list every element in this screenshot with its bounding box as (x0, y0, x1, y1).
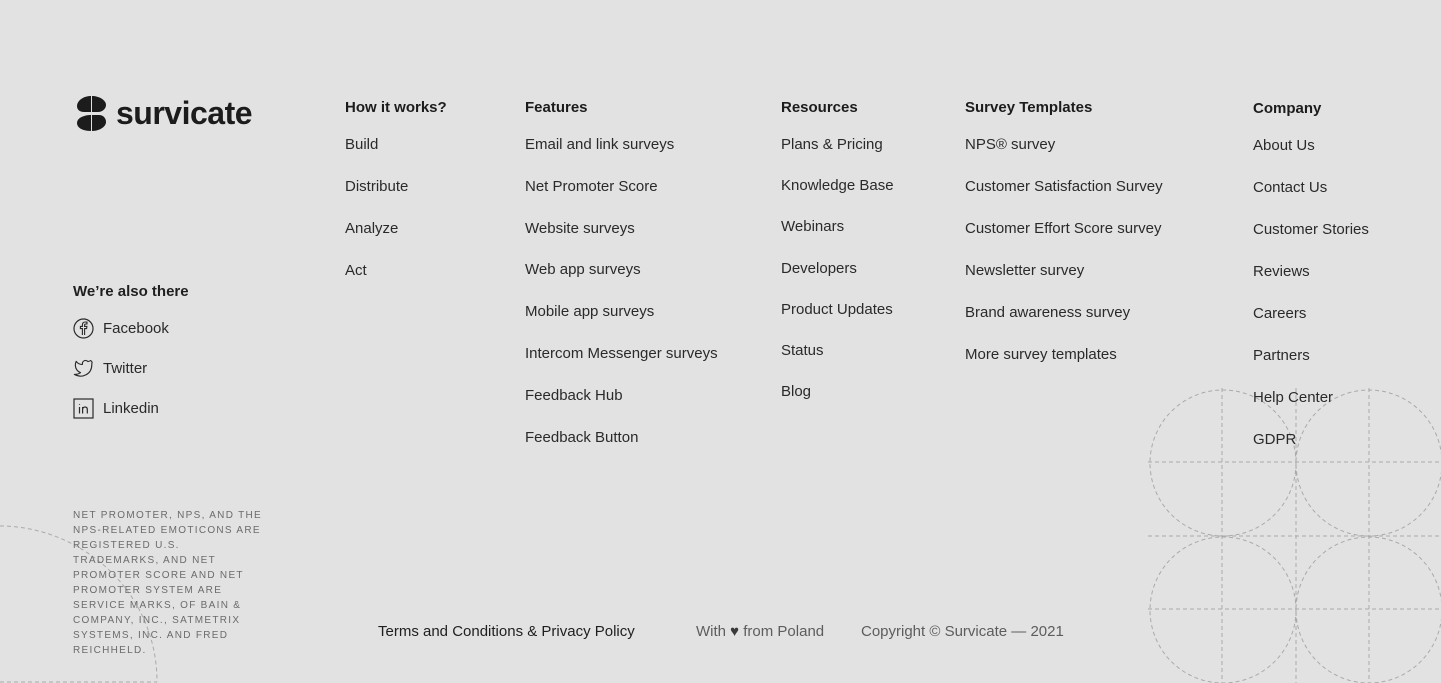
brand-name: survicate (116, 95, 253, 131)
social-label: Twitter (103, 359, 148, 377)
link-developers[interactable]: Developers (781, 259, 857, 277)
column-heading: Survey Templates (965, 99, 1093, 116)
social-label: Linkedin (103, 399, 159, 417)
social-heading: We’re also there (73, 283, 189, 300)
nav-column-resources (781, 99, 894, 424)
made-suffix: from Poland (743, 623, 825, 640)
link-status[interactable]: Status (781, 341, 824, 359)
terms-privacy-link[interactable]: Terms and Conditions & Privacy Policy (378, 623, 635, 640)
social-label: Facebook (103, 319, 169, 337)
link-web-app-surveys[interactable]: Web app surveys (525, 261, 641, 279)
link-more-templates[interactable]: More survey templates (965, 346, 1117, 363)
heart-icon: ♥ (730, 623, 740, 640)
nav-column-how-it-works (345, 99, 447, 304)
link-webinars[interactable]: Webinars (781, 218, 845, 236)
facebook-icon (73, 318, 94, 339)
nav-column-survey-templates (965, 99, 1163, 388)
link-email-surveys[interactable]: Email and link surveys (525, 136, 675, 153)
column-heading: Company (1253, 100, 1322, 117)
link-ces-survey[interactable]: Customer Effort Score survey (965, 220, 1162, 237)
link-help-center[interactable]: Help Center (1253, 389, 1334, 406)
link-brand-awareness-survey[interactable]: Brand awareness survey (965, 304, 1131, 321)
link-careers[interactable]: Careers (1253, 305, 1307, 322)
link-mobile-app-surveys[interactable]: Mobile app surveys (525, 303, 655, 321)
social-facebook-link[interactable] (73, 317, 189, 339)
link-about-us[interactable]: About Us (1253, 137, 1315, 154)
social-linkedin-link[interactable] (73, 397, 189, 419)
social-twitter-link[interactable] (73, 357, 189, 379)
copyright: Copyright © Survicate — 2021 (861, 623, 1064, 640)
nav-column-features (525, 99, 718, 470)
link-nps-survey[interactable]: NPS® survey (965, 136, 1056, 153)
link-net-promoter-score[interactable]: Net Promoter Score (525, 177, 658, 195)
linkedin-icon (73, 398, 94, 419)
link-customer-stories[interactable]: Customer Stories (1253, 221, 1369, 238)
link-newsletter-survey[interactable]: Newsletter survey (965, 262, 1085, 279)
link-act[interactable]: Act (345, 262, 367, 279)
column-heading: Resources (781, 99, 858, 116)
trademark-disclaimer: NET PROMOTER, NPS, AND THE NPS-RELATED EMOTICONS ARE REGISTERED U.S. TRADEMARKS, AND NET PROMOTER SCORE AND NET PROMOTER SYSTEM ARE SERVICE MARKS, OF BAIN & COMPANY, INC., SATMETRIX SYSTEMS, INC. AND FRED REICHHELD. (73, 510, 263, 656)
link-intercom-surveys[interactable]: Intercom Messenger surveys (525, 344, 718, 362)
link-partners[interactable]: Partners (1253, 347, 1310, 364)
link-gdpr[interactable]: GDPR (1253, 431, 1297, 448)
made-in-poland (696, 623, 824, 641)
link-analyze[interactable]: Analyze (345, 220, 399, 237)
link-contact-us[interactable]: Contact Us (1253, 179, 1328, 196)
nav-column-company (1253, 100, 1369, 473)
column-heading: How it works? (345, 99, 447, 116)
twitter-icon (73, 358, 94, 379)
link-distribute[interactable]: Distribute (345, 178, 409, 195)
link-product-updates[interactable]: Product Updates (781, 300, 893, 318)
column-heading: Features (525, 99, 588, 116)
survicate-logo[interactable] (73, 95, 252, 132)
social-links (73, 283, 189, 437)
made-prefix: With (696, 623, 726, 640)
link-knowledge-base[interactable]: Knowledge Base (781, 177, 894, 195)
link-reviews[interactable]: Reviews (1253, 263, 1310, 280)
link-plans-pricing[interactable]: Plans & Pricing (781, 136, 883, 153)
link-feedback-button[interactable]: Feedback Button (525, 428, 639, 446)
link-blog[interactable]: Blog (781, 383, 812, 401)
link-feedback-hub[interactable]: Feedback Hub (525, 386, 623, 404)
link-build[interactable]: Build (345, 136, 379, 153)
link-csat-survey[interactable]: Customer Satisfaction Survey (965, 178, 1163, 195)
survicate-logo-icon (73, 95, 110, 132)
link-website-surveys[interactable]: Website surveys (525, 219, 635, 237)
